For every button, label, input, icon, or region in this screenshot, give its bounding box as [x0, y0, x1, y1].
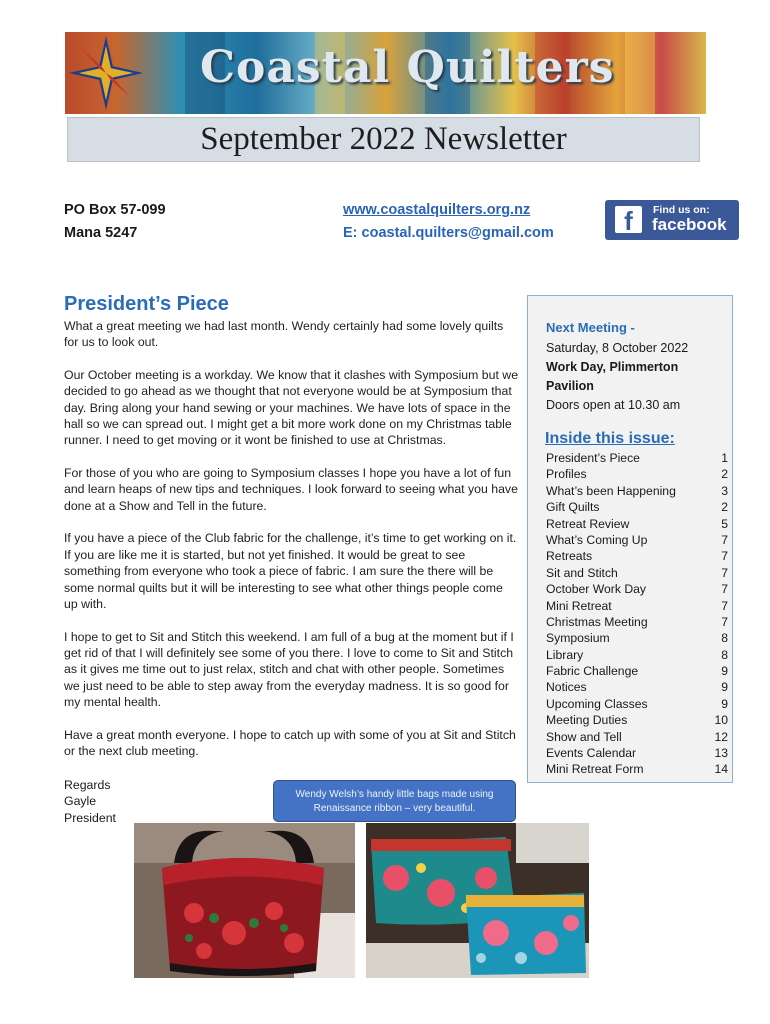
toc-label: October Work Day — [546, 582, 647, 597]
toc-page: 3 — [721, 483, 728, 498]
toc-page: 1 — [721, 451, 728, 465]
caption-line: Wendy Welsh’s handy little bags made using — [295, 789, 494, 800]
article-body — [64, 318, 519, 776]
toc-page: 12 — [714, 729, 728, 744]
facebook-button[interactable] — [605, 200, 739, 240]
next-meeting-venue: Pavilion — [546, 379, 594, 393]
article-paragraph: I hope to get to Sit and Stitch this weekend. I am full of a bug at the moment but if I get rid of that I will definitely see some of you there. I love to come to Sit and Stitch as it gives me time out to just relax, stitch and chat with other people. Sometimes we just need to be able to step away from the everyday madness. It is so good for my mental health. — [64, 629, 514, 709]
signoff — [64, 777, 116, 826]
toc-page: 7 — [721, 565, 728, 580]
doors-open: Doors open at 10.30 am — [546, 398, 681, 412]
toc-item[interactable] — [546, 565, 728, 581]
toc-label: Upcoming Classes — [546, 696, 648, 711]
article-paragraph: If you have a piece of the Club fabric for the challenge, it’s time to get working on it. If you are like me it is started, but not yet finished. It would be great to see something from everyone who took a piece of fabric. I am sure the there will be some normal quilts but it will be interesting to see what other things people come up with. — [64, 531, 517, 611]
toc-label: Mini Retreat — [546, 598, 612, 613]
toc-item[interactable] — [546, 679, 728, 695]
toc-page: 2 — [721, 467, 728, 482]
toc-label: Events Calendar — [546, 746, 637, 761]
toc-page: 5 — [721, 516, 728, 531]
toc-item[interactable] — [546, 647, 728, 663]
email-link[interactable]: E: coastal.quilters@gmail.com — [343, 225, 554, 241]
toc-label: Mini Retreat Form — [546, 762, 644, 777]
toc-label: President’s Piece — [546, 451, 640, 465]
photo-floral-pouches — [366, 823, 589, 978]
toc-page: 8 — [721, 647, 728, 662]
toc-label: Profiles — [546, 467, 587, 482]
toc-item[interactable] — [546, 761, 728, 777]
toc-page: 9 — [721, 696, 728, 711]
toc-item[interactable] — [546, 483, 728, 499]
signoff-line: President — [64, 810, 116, 825]
photo-caption — [273, 780, 516, 822]
table-of-contents — [546, 450, 728, 778]
toc-item[interactable] — [546, 466, 728, 482]
newsletter-title: September 2022 Newsletter — [200, 121, 567, 157]
signoff-line: Regards — [64, 778, 111, 792]
toc-label: Fabric Challenge — [546, 664, 639, 679]
toc-item[interactable] — [546, 729, 728, 745]
toc-page: 9 — [721, 680, 728, 695]
toc-item[interactable] — [546, 598, 728, 614]
toc-label: Meeting Duties — [546, 713, 628, 728]
facebook-f-icon: f — [615, 206, 642, 233]
toc-item[interactable] — [546, 516, 728, 532]
signoff-line: Gayle — [64, 794, 97, 809]
website-link[interactable]: www.coastalquilters.org.nz — [343, 202, 531, 218]
quilt-star-logo — [67, 34, 145, 112]
toc-item[interactable] — [546, 663, 728, 679]
toc-item[interactable] — [546, 614, 728, 630]
toc-label: Sit and Stitch — [546, 565, 618, 580]
article-paragraph: Have a great month everyone. I hope to catch up with some of you at Sit and Stitch or the next club meeting. — [64, 727, 516, 758]
toc-page: 2 — [721, 500, 728, 515]
toc-label: Christmas Meeting — [546, 614, 648, 629]
toc-item[interactable] — [546, 532, 728, 548]
facebook-line1: Find us on: — [653, 204, 710, 216]
banner-title: Coastal Quilters — [200, 42, 615, 93]
toc-item[interactable] — [546, 630, 728, 646]
toc-page: 7 — [721, 582, 728, 597]
toc-page: 13 — [714, 746, 728, 761]
caption-line: Renaissance ribbon – very beautiful. — [313, 803, 476, 814]
toc-item[interactable] — [546, 712, 728, 728]
toc-label: Notices — [546, 680, 587, 695]
toc-page: 8 — [721, 631, 728, 646]
toc-item[interactable] — [546, 696, 728, 712]
toc-item[interactable] — [546, 450, 728, 466]
photo-red-bag — [134, 823, 355, 978]
toc-label: Retreat Review — [546, 516, 630, 531]
newsletter-title-bar — [67, 117, 700, 162]
banner — [65, 32, 706, 114]
toc-item[interactable] — [546, 548, 728, 564]
toc-label: Retreats — [546, 549, 593, 564]
article-paragraph: What a great meeting we had last month. Wendy certainly had some lovely quilts for us to look out. — [64, 319, 504, 350]
toc-label: Show and Tell — [546, 729, 622, 744]
toc-page: 14 — [714, 762, 728, 777]
article-paragraph: Our October meeting is a workday. We know that it clashes with Symposium but we decided to go ahead as we thought that not everyone would be at Symposium that day. Bring along your hand sewing or your machines. We have lots of space in the hall so we can spread out. I might get a bit more work done on my Christmas table runner. I need to get moving or it wont be finished to use at Christmas. — [64, 368, 519, 448]
next-meeting-date: Saturday, 8 October 2022 — [546, 341, 689, 355]
toc-label: What’s been Happening — [546, 483, 676, 498]
city: Mana 5247 — [64, 225, 138, 241]
toc-item[interactable] — [546, 745, 728, 761]
toc-item[interactable] — [546, 499, 728, 515]
facebook-line2: facebook — [652, 215, 727, 234]
next-meeting-title: Next Meeting - — [546, 320, 635, 335]
toc-label: What’s Coming Up — [546, 532, 648, 547]
article-paragraph: For those of you who are going to Symposium classes I hope you have a lot of fun and learn heaps of new tips and techniques. I look forward to seeing what you have done at a Show and Tell in the future. — [64, 466, 518, 513]
toc-item[interactable] — [546, 581, 728, 597]
toc-page: 7 — [721, 532, 728, 547]
toc-label: Gift Quilts — [546, 500, 600, 515]
toc-page: 7 — [721, 549, 728, 564]
inside-issue-title: Inside this issue: — [545, 430, 675, 447]
toc-page: 7 — [721, 598, 728, 613]
toc-page: 10 — [714, 713, 728, 728]
toc-label: Symposium — [546, 631, 610, 646]
article-title: President’s Piece — [64, 293, 229, 315]
next-meeting-event: Work Day, Plimmerton — [546, 360, 679, 374]
toc-page: 9 — [721, 664, 728, 679]
toc-page: 7 — [721, 614, 728, 629]
toc-label: Library — [546, 647, 584, 662]
po-box: PO Box 57-099 — [64, 202, 166, 218]
